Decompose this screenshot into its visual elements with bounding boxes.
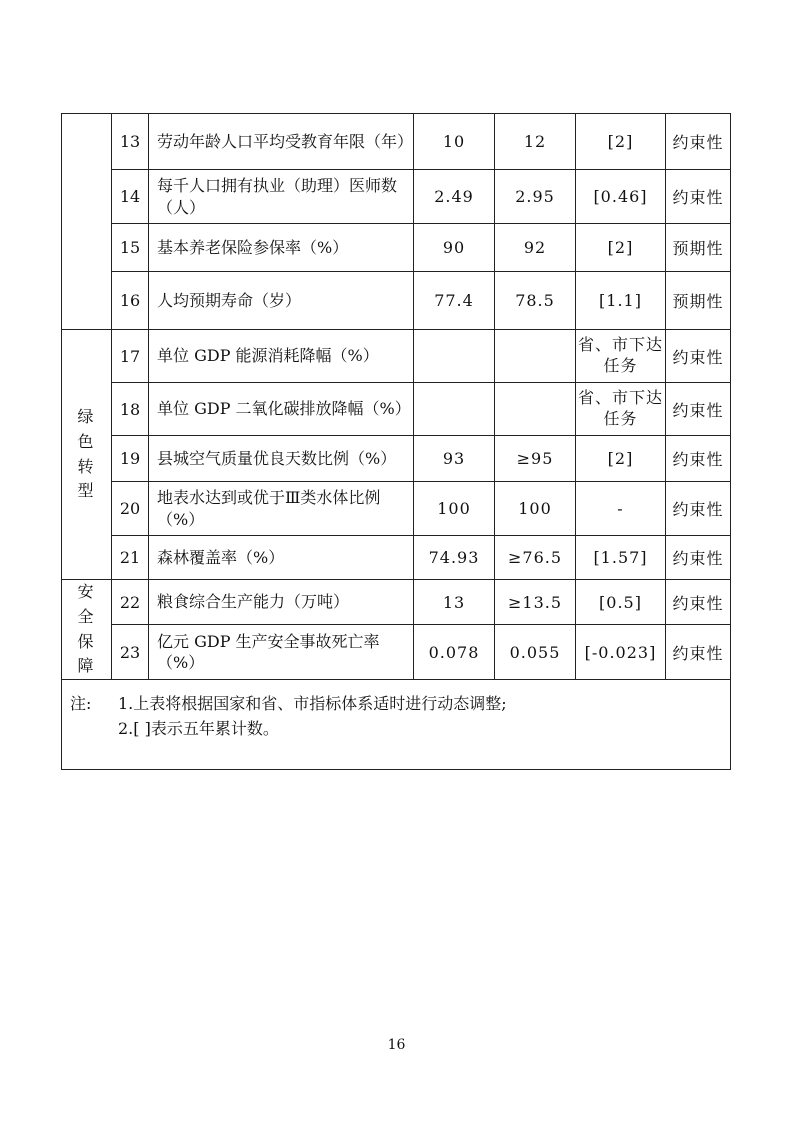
value-base: 13 [414, 580, 495, 625]
indicator-name: 县城空气质量优良天数比例（%） [149, 436, 414, 482]
value-target: 78.5 [495, 272, 576, 330]
category-green [62, 330, 112, 580]
value-cumulative: 省、市下达任务 [576, 383, 666, 436]
value-cumulative: [2] [576, 436, 666, 482]
indicator-name: 单位 GDP 能源消耗降幅（%） [149, 330, 414, 383]
value-target: 0.055 [495, 625, 576, 680]
value-base: 2.49 [414, 170, 495, 224]
table-row [62, 536, 731, 580]
indicator-name: 亿元 GDP 生产安全事故死亡率（%） [149, 625, 414, 680]
category-safety [62, 580, 112, 680]
indicator-name: 单位 GDP 二氧化碳排放降幅（%） [149, 383, 414, 436]
category-label: 绿色转型 [77, 406, 96, 501]
indicator-table [61, 113, 731, 770]
table-row [62, 436, 731, 482]
value-target: 92 [495, 224, 576, 272]
table-row [62, 383, 731, 436]
indicator-attribute: 约束性 [666, 536, 731, 580]
value-target: ≥95 [495, 436, 576, 482]
indicator-attribute: 预期性 [666, 224, 731, 272]
value-cumulative: - [576, 482, 666, 536]
category-label: 安全保障 [77, 582, 96, 676]
value-base: 93 [414, 436, 495, 482]
indicator-name: 森林覆盖率（%） [149, 536, 414, 580]
table-row [62, 580, 731, 625]
value-base: 77.4 [414, 272, 495, 330]
value-target [495, 330, 576, 383]
value-base [414, 330, 495, 383]
note-line-1: 1.上表将根据国家和省、市指标体系适时进行动态调整; [118, 694, 507, 714]
value-base: 100 [414, 482, 495, 536]
indicator-attribute: 约束性 [666, 170, 731, 224]
indicator-name: 粮食综合生产能力（万吨） [149, 580, 414, 625]
value-target: ≥13.5 [495, 580, 576, 625]
row-number: 13 [112, 114, 149, 170]
table-row [62, 482, 731, 536]
row-number: 17 [112, 330, 149, 383]
row-number: 19 [112, 436, 149, 482]
indicator-name: 地表水达到或优于Ⅲ类水体比例（%） [149, 482, 414, 536]
table-row [62, 170, 731, 224]
table-row [62, 330, 731, 383]
table-row [62, 272, 731, 330]
value-cumulative: [0.46] [576, 170, 666, 224]
value-target: 100 [495, 482, 576, 536]
category-cell-previous [62, 114, 112, 330]
value-target: 2.95 [495, 170, 576, 224]
indicator-attribute: 约束性 [666, 482, 731, 536]
table-row [62, 224, 731, 272]
value-cumulative: [1.1] [576, 272, 666, 330]
note-line-2: 2.[ ]表示五年累计数。 [118, 718, 279, 738]
row-number: 18 [112, 383, 149, 436]
value-base: 10 [414, 114, 495, 170]
value-cumulative: [-0.023] [576, 625, 666, 680]
indicator-attribute: 约束性 [666, 436, 731, 482]
value-target [495, 383, 576, 436]
table-row [62, 114, 731, 170]
indicator-attribute: 约束性 [666, 330, 731, 383]
page-number: 16 [387, 1037, 406, 1053]
notes-row [62, 680, 731, 770]
value-target: 12 [495, 114, 576, 170]
indicator-name: 每千人口拥有执业（助理）医师数（人） [149, 170, 414, 224]
row-number: 16 [112, 272, 149, 330]
value-cumulative: [2] [576, 114, 666, 170]
indicator-name: 人均预期寿命（岁） [149, 272, 414, 330]
row-number: 20 [112, 482, 149, 536]
row-number: 15 [112, 224, 149, 272]
indicator-attribute: 约束性 [666, 383, 731, 436]
indicator-attribute: 约束性 [666, 625, 731, 680]
table-notes [62, 680, 731, 770]
indicator-attribute: 预期性 [666, 272, 731, 330]
table-row [62, 625, 731, 680]
value-base: 74.93 [414, 536, 495, 580]
value-cumulative: [1.57] [576, 536, 666, 580]
value-target: ≥76.5 [495, 536, 576, 580]
value-base [414, 383, 495, 436]
notes-label: 注: [70, 694, 92, 714]
row-number: 14 [112, 170, 149, 224]
indicator-attribute: 约束性 [666, 580, 731, 625]
row-number: 23 [112, 625, 149, 680]
value-base: 90 [414, 224, 495, 272]
indicator-name: 基本养老保险参保率（%） [149, 224, 414, 272]
value-cumulative: 省、市下达任务 [576, 330, 666, 383]
value-base: 0.078 [414, 625, 495, 680]
value-cumulative: [0.5] [576, 580, 666, 625]
indicator-attribute: 约束性 [666, 114, 731, 170]
row-number: 21 [112, 536, 149, 580]
value-cumulative: [2] [576, 224, 666, 272]
indicator-name: 劳动年龄人口平均受教育年限（年） [149, 114, 414, 170]
row-number: 22 [112, 580, 149, 625]
